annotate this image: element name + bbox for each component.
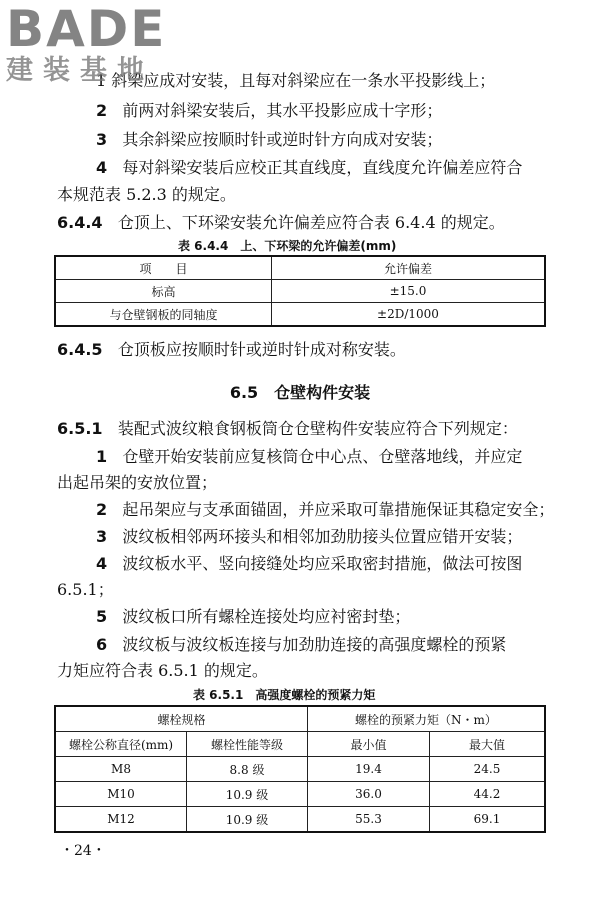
table-row: [55, 303, 545, 327]
table-6-5-1: [54, 705, 546, 833]
table-cell: 19.4: [308, 757, 430, 782]
item-4-continuation: 本规范表 5.2.3 的规定。: [57, 185, 236, 204]
clause-6-5-1-item-6: [96, 634, 506, 656]
column-header: 螺栓公称直径(mm): [55, 732, 187, 757]
column-group-header: 螺栓的预紧力矩（N・m）: [308, 706, 546, 732]
table-cell: M10: [55, 782, 187, 807]
section-title: 6.5 仓壁构件安装: [229, 383, 371, 402]
item-text: 每对斜梁安装后应校正其直线度，直线度允许偏差应符合: [122, 158, 523, 177]
table-6-4-4-caption: 表 6.4.4 上、下环梁的允许偏差(mm): [178, 239, 397, 253]
table-cell: ±2D/1000: [272, 303, 546, 327]
column-header: 螺栓性能等级: [187, 732, 308, 757]
item-number: 3: [96, 130, 108, 149]
table-group-header-row: [55, 706, 545, 732]
clause-6-5-1: [57, 418, 518, 440]
item-1-line: 1 斜梁应成对安装，且每对斜梁应在一条水平投影线上；: [96, 71, 496, 90]
table-cell: 10.9 级: [187, 782, 308, 807]
column-header: 项 目: [55, 256, 272, 280]
table-6-4-4: [54, 255, 546, 327]
item-number: 4: [96, 158, 108, 177]
table-cell: 36.0: [308, 782, 430, 807]
clause-6-5-1-item-5: [96, 606, 410, 628]
column-header: 最大值: [430, 732, 546, 757]
logo-wordmark: BADE: [6, 0, 167, 58]
table-cell: M8: [55, 757, 187, 782]
clause-text: 仓顶上、下环梁安装允许偏差应符合表 6.4.4 的规定。: [117, 213, 505, 232]
clause-text: 装配式波纹粮食钢板筒仓仓壁构件安装应符合下列规定：: [117, 419, 518, 438]
item-text: 波纹板与波纹板连接与加劲肋连接的高强度螺栓的预紧: [122, 635, 507, 654]
column-header: 允许偏差: [272, 256, 546, 280]
table-header-row: [55, 732, 545, 757]
item-text: 前两对斜梁安装后，其水平投影应成十字形；: [122, 101, 443, 120]
table-6-5-1-caption: 表 6.5.1 高强度螺栓的预紧力矩: [193, 688, 376, 702]
item-number: 6: [96, 635, 108, 654]
table-cell: 24.5: [430, 757, 546, 782]
clause-number: 6.4.5: [57, 340, 103, 359]
clause-6-5-1-item-1: [96, 446, 522, 468]
table-cell: 10.9 级: [187, 807, 308, 833]
column-group-header: 螺栓规格: [55, 706, 308, 732]
table-cell: M12: [55, 807, 187, 833]
clause-6-5-1-item-2: [96, 499, 554, 521]
column-header: 最小值: [308, 732, 430, 757]
item-2-line: [96, 100, 442, 122]
table-header-row: [55, 256, 545, 280]
clause-6-4-5: [57, 339, 406, 361]
item-3-line: [96, 129, 442, 151]
item-number: 4: [96, 554, 108, 573]
table-row: [55, 807, 545, 833]
table-cell: 55.3: [308, 807, 430, 833]
item-text: 波纹板水平、竖向接缝处均应采取密封措施，做法可按图: [122, 554, 523, 573]
item-text: 起吊架应与支承面锚固，并应采取可靠措施保证其稳定安全；: [122, 500, 555, 519]
clause-number: 6.4.4: [57, 213, 103, 232]
table-cell: 69.1: [430, 807, 546, 833]
item-4-line: [96, 157, 522, 179]
item-4-continuation: 6.5.1；: [57, 580, 114, 599]
table-cell: ±15.0: [272, 280, 546, 303]
item-text: 仓壁开始安装前应复核筒仓中心点、仓壁落地线，并应定: [122, 447, 523, 466]
item-number: 2: [96, 500, 108, 519]
item-number: 3: [96, 527, 108, 546]
table-cell: 8.8 级: [187, 757, 308, 782]
logo-subtitle: 建装基地: [6, 55, 154, 86]
clause-6-5-1-item-3: [96, 526, 522, 548]
table-row: [55, 782, 545, 807]
item-number: 2: [96, 101, 108, 120]
item-text: 其余斜梁应按顺时针或逆时针方向成对安装；: [122, 130, 443, 149]
item-number: 1: [96, 447, 108, 466]
table-cell: 标高: [55, 280, 272, 303]
watermark-logo: [6, 2, 206, 86]
table-cell: 与仓壁钢板的同轴度: [55, 303, 272, 327]
table-cell: 44.2: [430, 782, 546, 807]
item-text: 波纹板口所有螺栓连接处均应衬密封垫；: [122, 607, 411, 626]
page-number: ・24・: [60, 843, 106, 859]
item-1-continuation: 出起吊架的安放位置；: [57, 473, 218, 492]
clause-text: 仓顶板应按顺时针或逆时针成对称安装。: [117, 340, 406, 359]
item-text: 波纹板相邻两环接头和相邻加劲肋接头位置应错开安装；: [122, 527, 523, 546]
table-row: [55, 757, 545, 782]
table-row: [55, 280, 545, 303]
clause-6-5-1-item-4: [96, 553, 522, 575]
item-6-continuation: 力矩应符合表 6.5.1 的规定。: [57, 661, 268, 680]
item-number: 5: [96, 607, 108, 626]
clause-6-4-4: [57, 212, 505, 234]
clause-number: 6.5.1: [57, 419, 103, 438]
